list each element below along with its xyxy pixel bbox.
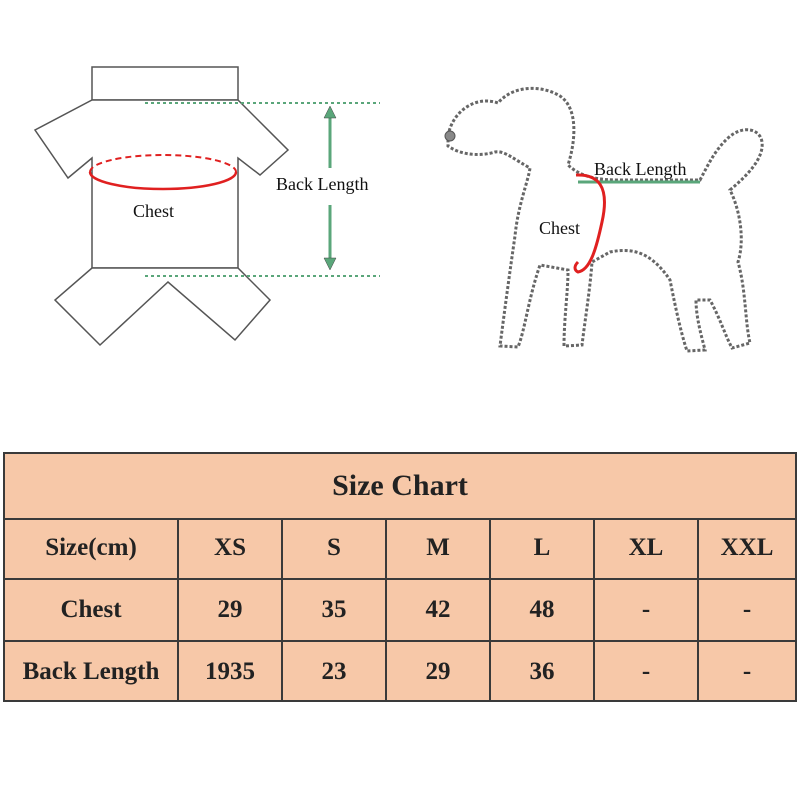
- header-cell: S: [283, 518, 387, 578]
- garment-outline: [0, 0, 400, 420]
- table-cell: -: [595, 642, 699, 702]
- table-cell: 23: [283, 642, 387, 702]
- table-cell: 29: [387, 642, 491, 702]
- row-label: Back Length: [5, 642, 179, 702]
- row-label: Chest: [5, 580, 179, 640]
- header-cell: Size(cm): [5, 518, 179, 578]
- table-row: [5, 642, 795, 702]
- table-cell: 48: [491, 580, 595, 640]
- table-cell: -: [742, 596, 752, 623]
- header-cell: XS: [179, 518, 283, 578]
- table-cell: 42: [387, 580, 491, 640]
- header-row: [5, 518, 795, 580]
- table-cell: 35: [283, 580, 387, 640]
- dog-outline: [400, 0, 800, 420]
- header-cell: M: [387, 518, 491, 578]
- table-cell: -: [742, 658, 752, 685]
- table-row: [5, 580, 795, 642]
- table-cell: 36: [491, 642, 595, 702]
- table-cell: -: [595, 580, 699, 640]
- garment-diagram: [0, 0, 400, 420]
- chest-label: Chest: [133, 201, 175, 221]
- size-chart-title: Size Chart: [5, 454, 795, 520]
- dog-diagram: [400, 0, 800, 420]
- table-cell: 29: [179, 580, 283, 640]
- back-length-label: Back Length: [276, 174, 369, 194]
- header-cell: XXL: [720, 534, 774, 561]
- header-cell: XL: [595, 518, 699, 578]
- dog-chest-label: Chest: [539, 218, 581, 238]
- header-cell: L: [491, 518, 595, 578]
- dog-back-length-label: Back Length: [594, 159, 687, 179]
- size-chart-table: [3, 452, 797, 702]
- table-cell: 1935: [179, 642, 283, 702]
